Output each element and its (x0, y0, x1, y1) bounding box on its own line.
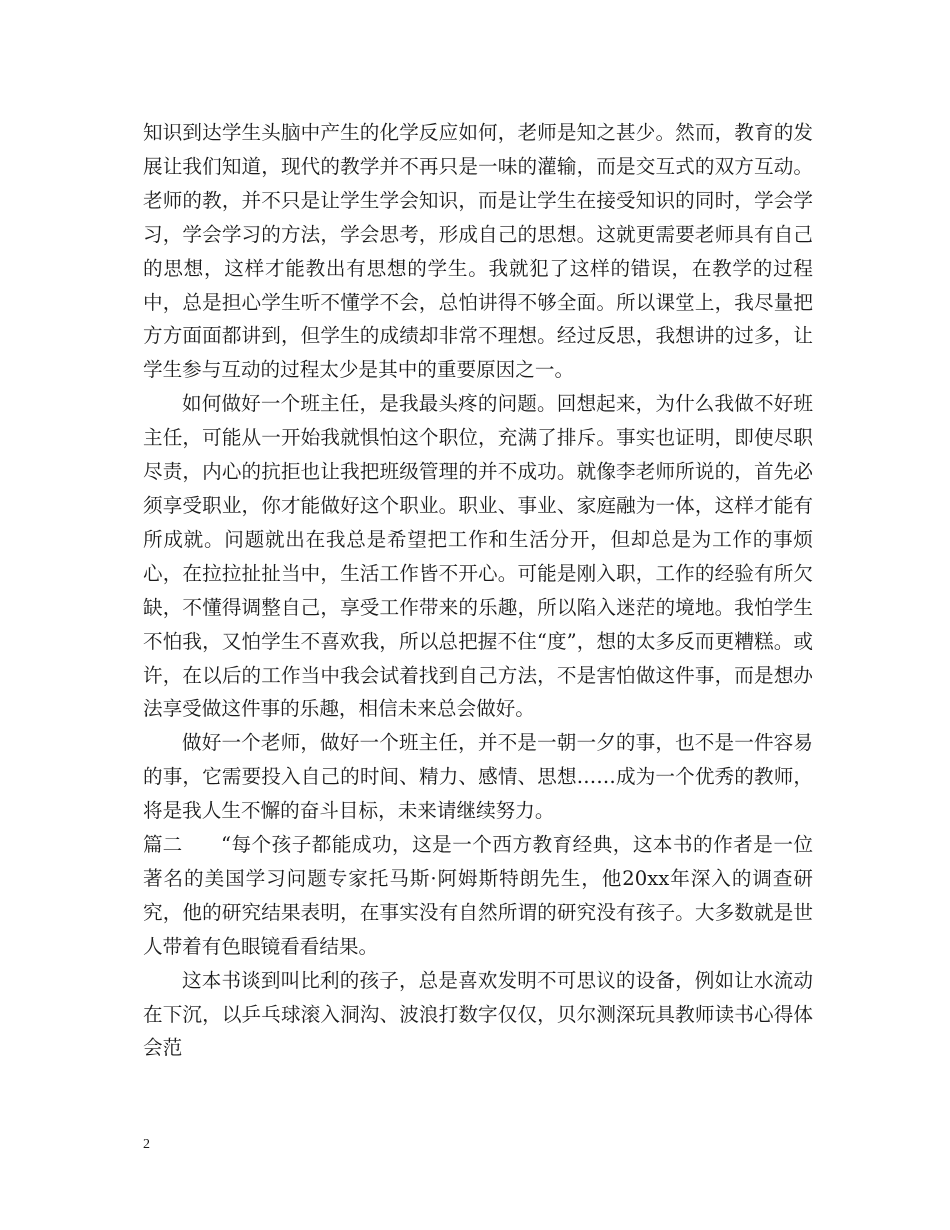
section-text: “每个孩子都能成功，这是一个西方教育经典，这本书的作者是一位著名的美国学习问题专家托马斯·阿姆斯特朗先生，他20xx年深入的调查研究，他的研究结果表明，在事实没有自然所谓的研究没有孩子。大多数就是世人带着有色眼镜看看结果。 (143, 833, 813, 958)
document-body (143, 116, 813, 1065)
page-number: 2 (143, 1137, 150, 1152)
section-label: 篇二 (143, 833, 183, 857)
paragraph: 知识到达学生头脑中产生的化学反应如何，老师是知之甚少。然而，教育的发展让我们知道，现代的教学并不再只是一味的灌输，而是交互式的双方互动。老师的教，并不只是让学生学会知识，而是让学生在接受知识的同时，学会学习，学会学习的方法，学会思考，形成自己的思想。这就更需要老师具有自己的思想，这样才能教出有思想的学生。我就犯了这样的错误，在教学的过程中，总是担心学生听不懂学不会，总怕讲得不够全面。所以课堂上，我尽量把方方面面都讲到，但学生的成绩却非常不理想。经过反思，我想讲的过多，让学生参与互动的过程太少是其中的重要原因之一。 (143, 121, 813, 382)
paragraph: 这本书谈到叫比利的孩子，总是喜欢发明不可思议的设备，例如让水流动在下沉，以乒乓球滚入洞沟、波浪打数字仅仅，贝尔测深玩具教师读书心得体会范 (143, 968, 813, 1060)
section-paragraph (143, 828, 813, 964)
paragraph: 做好一个老师，做好一个班主任，并不是一朝一夕的事，也不是一件容易的事，它需要投入自己的时间、精力、感情、思想……成为一个优秀的教师，将是我人生不懈的奋斗目标，未来请继续努力。 (143, 731, 813, 823)
paragraph: 如何做好一个班主任，是我最头疼的问题。回想起来，为什么我做不好班主任，可能从一开始我就惧怕这个职位，充满了排斥。事实也证明，即使尽职尽责，内心的抗拒也让我把班级管理的并不成功。就像李老师所说的，首先必须享受职业，你才能做好这个职业。职业、事业、家庭融为一体，这样才能有所成就。问题就出在我总是希望把工作和生活分开，但却总是为工作的事烦心，在拉拉扯扯当中，生活工作皆不开心。可能是刚入职，工作的经验有所欠缺，不懂得调整自己，享受工作带来的乐趣，所以陷入迷茫的境地。我怕学生不怕我，又怕学生不喜欢我，所以总把握不住“度”，想的太多反而更糟糕。或许，在以后的工作当中我会试着找到自己方法，不是害怕做这件事，而是想办法享受做这件事的乐趣，相信未来总会做好。 (143, 392, 813, 721)
